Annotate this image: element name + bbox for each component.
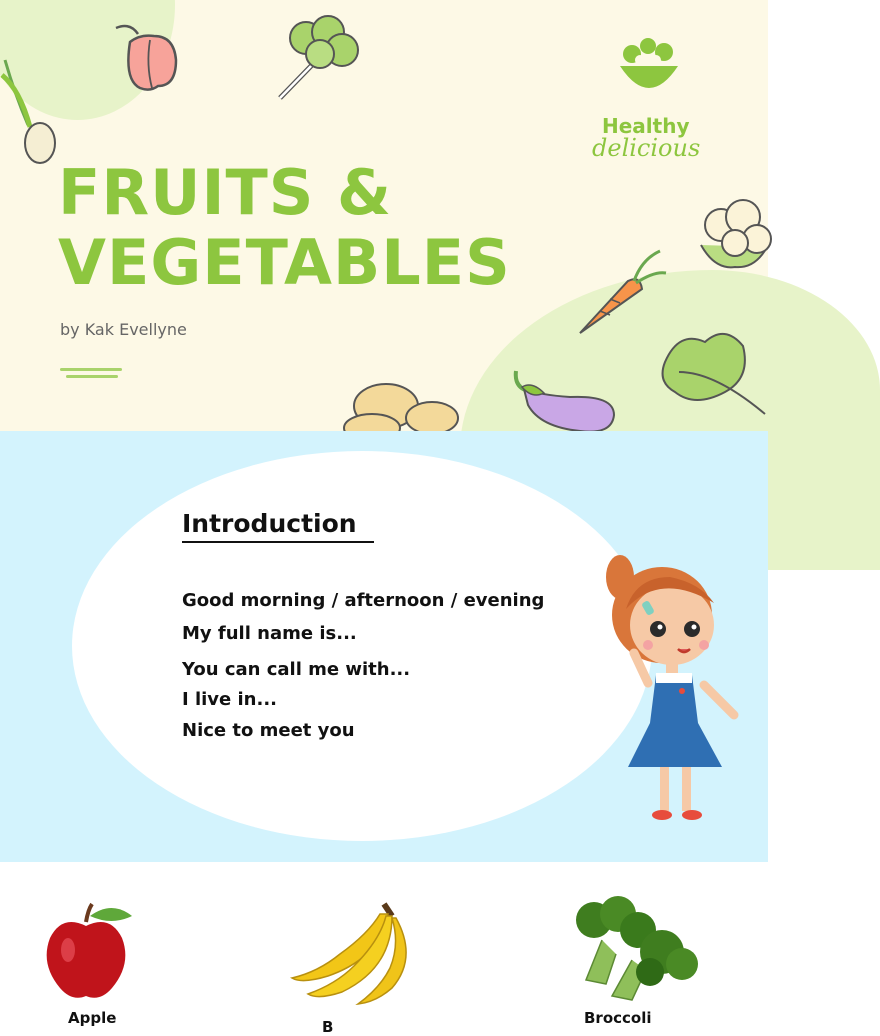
intro-line: I live in... <box>182 689 278 710</box>
intro-line: Nice to meet you <box>182 720 355 741</box>
broccoli-icon <box>572 896 702 1006</box>
title-line-1: FRUITS & <box>58 156 393 229</box>
logo-text-delicious: delicious <box>592 134 701 162</box>
girl-character-icon <box>600 543 750 833</box>
potatoes-icon <box>340 380 465 431</box>
vocab-label-banana: B <box>322 1018 334 1036</box>
logo-text-healthy: Healthy <box>602 114 690 138</box>
intro-line: Good morning / afternoon / evening <box>182 590 545 611</box>
intro-line: My full name is... <box>182 623 357 644</box>
title-slide <box>0 0 768 431</box>
heading-underline <box>182 541 374 543</box>
broccoli-icon <box>272 10 367 105</box>
intro-line: You can call me with... <box>182 659 411 680</box>
introduction-slide <box>0 431 768 862</box>
decor-dash <box>66 375 118 378</box>
bell-pepper-icon <box>110 20 185 95</box>
eggplant-icon <box>510 365 620 431</box>
cauliflower-icon <box>695 195 768 275</box>
decor-dash <box>60 368 122 371</box>
slide-title <box>58 158 511 298</box>
vocabulary-slide <box>0 862 768 1036</box>
apple-icon <box>42 902 134 1002</box>
vocab-label-apple: Apple <box>68 1009 117 1027</box>
vocab-label-broccoli: Broccoli <box>584 1009 652 1027</box>
title-line-2: VEGETABLES <box>58 226 511 299</box>
speech-ellipse <box>72 451 652 841</box>
radish-icon <box>0 55 70 165</box>
author-byline: by Kak Evellyne <box>60 320 187 339</box>
lettuce-icon <box>655 322 768 417</box>
banana-icon <box>288 898 428 1008</box>
intro-heading: Introduction <box>182 509 357 538</box>
